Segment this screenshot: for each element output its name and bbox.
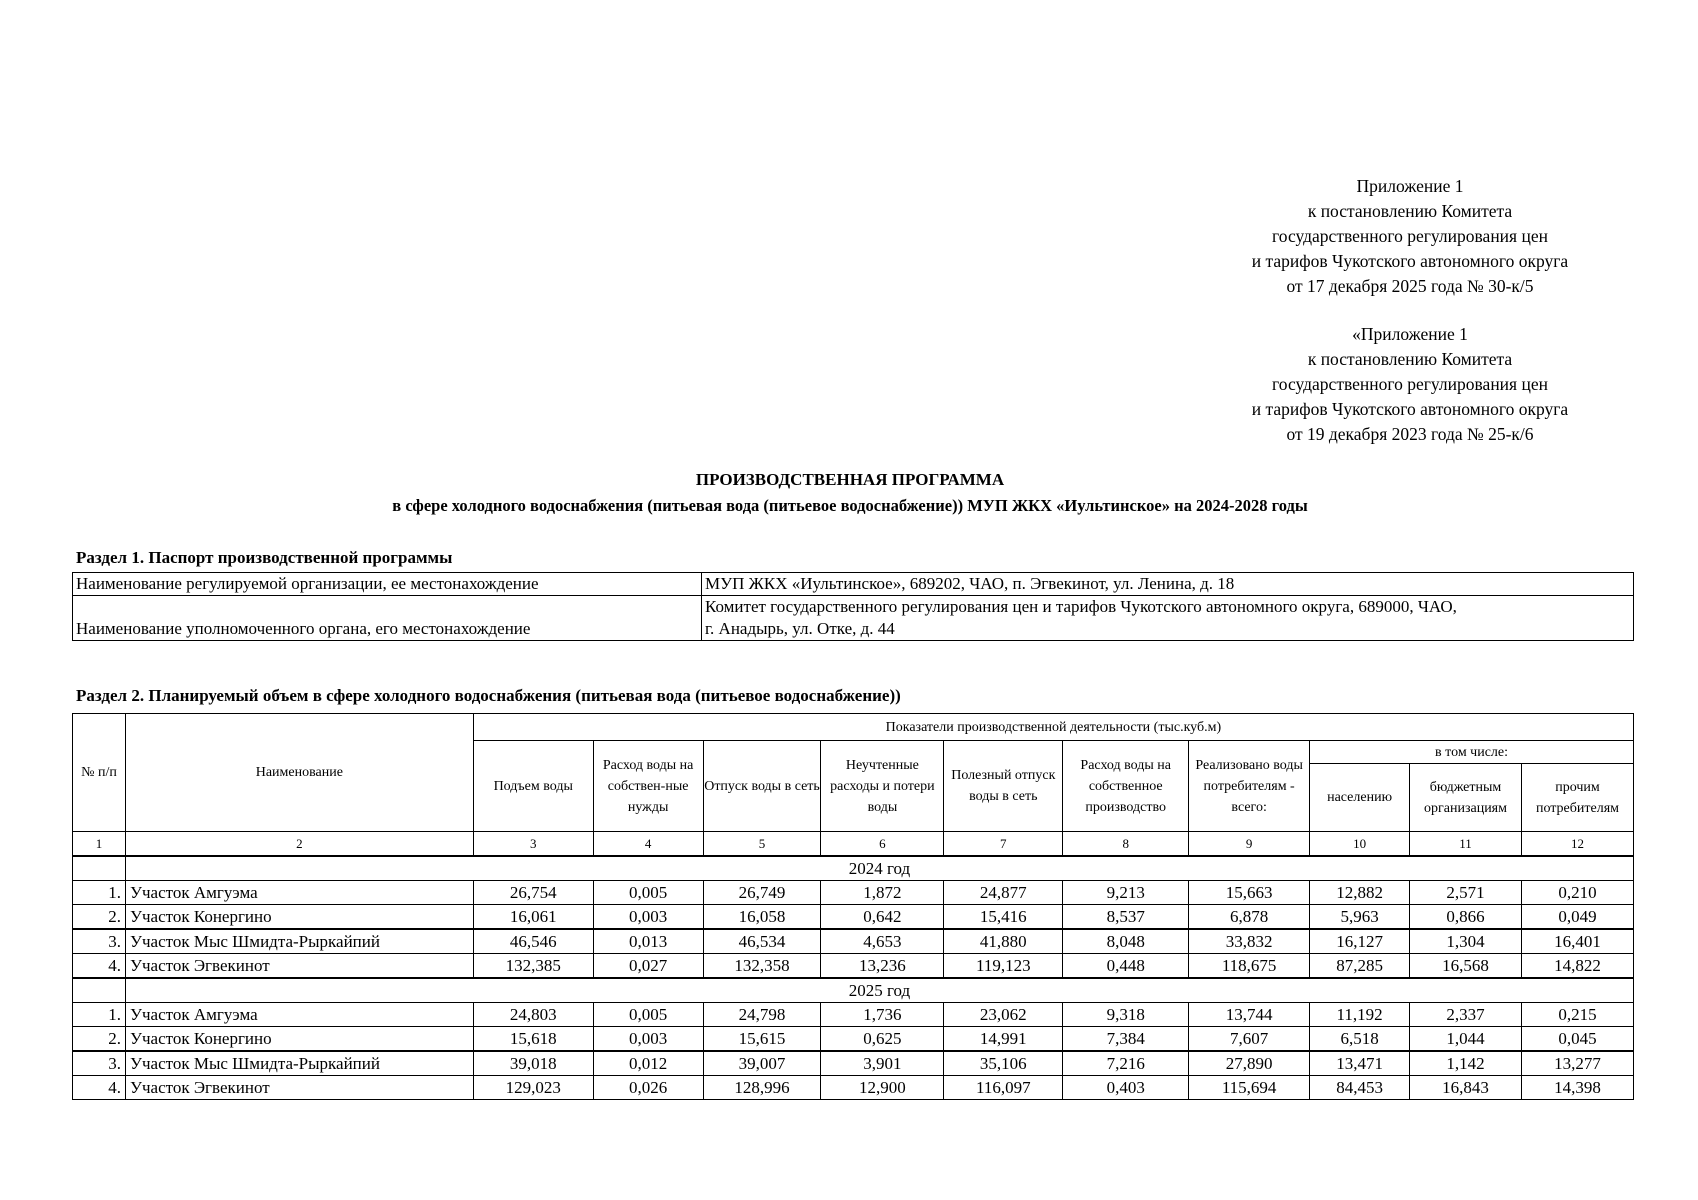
table-row [73, 1076, 1634, 1100]
col-header-num: № п/п [73, 714, 126, 832]
row-value: 0,026 [593, 1076, 703, 1100]
row-value: 13,744 [1189, 1003, 1310, 1027]
row-value: 2,337 [1410, 1003, 1522, 1027]
row-value: 46,534 [703, 929, 821, 954]
row-value: 14,822 [1521, 954, 1633, 979]
header-row [73, 714, 1634, 741]
appendix-line: Приложение 1 [1356, 176, 1464, 196]
passport-value-line: Комитет государственного регулирования цен и тарифов Чукотского автономного округа, 689000, ЧАО, [705, 597, 1457, 616]
row-value: 41,880 [944, 929, 1063, 954]
row-value: 14,991 [944, 1027, 1063, 1052]
row-name: Участок Эгвекинот [125, 954, 473, 979]
row-value: 8,048 [1063, 929, 1189, 954]
row-value: 119,123 [944, 954, 1063, 979]
row-value: 0,403 [1063, 1076, 1189, 1100]
row-value: 0,866 [1410, 905, 1522, 930]
passport-row [73, 596, 1634, 641]
row-value: 33,832 [1189, 929, 1310, 954]
year-row [73, 856, 1634, 881]
row-value: 0,003 [593, 1027, 703, 1052]
row-index: 2. [73, 905, 126, 930]
col-header: Реализовано воды потребителям - всего: [1189, 741, 1310, 832]
col-header: Неучтенные расходы и потери воды [821, 741, 944, 832]
column-number: 4 [593, 832, 703, 857]
row-value: 16,568 [1410, 954, 1522, 979]
row-value: 8,537 [1063, 905, 1189, 930]
document-subtitle: в сфере холодного водоснабжения (питьевая вода (питьевое водоснабжение)) МУП ЖКХ «Иультинское» на 2024-2028 годы [392, 496, 1308, 515]
col-header: населению [1310, 764, 1410, 832]
row-value: 118,675 [1189, 954, 1310, 979]
table-row [73, 1027, 1634, 1052]
table-row [73, 1003, 1634, 1027]
column-number: 8 [1063, 832, 1189, 857]
year-label: 2024 год [125, 856, 1633, 881]
row-value: 13,471 [1310, 1051, 1410, 1076]
row-value: 15,416 [944, 905, 1063, 930]
row-value: 24,877 [944, 881, 1063, 905]
year-row-blank [73, 978, 126, 1003]
row-value: 1,142 [1410, 1051, 1522, 1076]
row-value: 7,384 [1063, 1027, 1189, 1052]
passport-row [73, 573, 1634, 596]
row-value: 14,398 [1521, 1076, 1633, 1100]
row-value: 0,448 [1063, 954, 1189, 979]
column-number: 12 [1521, 832, 1633, 857]
row-value: 6,878 [1189, 905, 1310, 930]
row-value: 24,798 [703, 1003, 821, 1027]
row-name: Участок Эгвекинот [125, 1076, 473, 1100]
appendix-line: от 17 декабря 2025 года № 30-к/5 [1286, 276, 1534, 296]
passport-value [702, 596, 1634, 641]
row-value: 0,045 [1521, 1027, 1633, 1052]
row-value: 0,625 [821, 1027, 944, 1052]
row-value: 46,546 [473, 929, 593, 954]
row-value: 0,003 [593, 905, 703, 930]
col-header-name: Наименование [125, 714, 473, 832]
row-value: 35,106 [944, 1051, 1063, 1076]
row-value: 16,061 [473, 905, 593, 930]
row-index: 2. [73, 1027, 126, 1052]
col-header: бюджетным организациям [1410, 764, 1522, 832]
row-index: 4. [73, 1076, 126, 1100]
row-value: 0,012 [593, 1051, 703, 1076]
appendix-line: от 19 декабря 2023 года № 25-к/6 [1286, 424, 1534, 444]
section1-heading: Раздел 1. Паспорт производственной программы [76, 548, 453, 567]
row-name: Участок Мыс Шмидта-Рыркайпий [125, 1051, 473, 1076]
col-header: прочим потребителям [1521, 764, 1633, 832]
document-title: ПРОИЗВОДСТВЕННАЯ ПРОГРАММА [695, 470, 1005, 489]
col-header-subgroup: в том числе: [1310, 741, 1634, 764]
section2-heading: Раздел 2. Планируемый объем в сфере холодного водоснабжения (питьевая вода (питьевое водоснабжение)) [76, 686, 901, 705]
column-number: 6 [821, 832, 944, 857]
passport-value-line: МУП ЖКХ «Иультинское», 689202, ЧАО, п. Эгвекинот, ул. Ленина, д. 18 [705, 574, 1235, 593]
row-value: 15,615 [703, 1027, 821, 1052]
appendix-line: и тарифов Чукотского автономного округа [1251, 251, 1569, 271]
passport-value [702, 573, 1634, 596]
appendix-line: «Приложение 1 [1352, 324, 1468, 344]
col-header: Отпуск воды в сеть [703, 741, 821, 832]
row-value: 0,210 [1521, 881, 1633, 905]
passport-key: Наименование регулируемой организации, ее местонахождение [73, 573, 702, 596]
row-value: 26,749 [703, 881, 821, 905]
column-number-row [73, 832, 1634, 857]
table-row [73, 954, 1634, 979]
row-index: 1. [73, 881, 126, 905]
row-index: 4. [73, 954, 126, 979]
passport-table [72, 572, 1634, 641]
table-row [73, 881, 1634, 905]
column-number: 5 [703, 832, 821, 857]
row-value: 12,882 [1310, 881, 1410, 905]
appendix-line: к постановлению Комитета [1307, 201, 1513, 221]
row-value: 0,027 [593, 954, 703, 979]
row-value: 0,642 [821, 905, 944, 930]
row-value: 13,236 [821, 954, 944, 979]
row-index: 3. [73, 929, 126, 954]
row-value: 0,049 [1521, 905, 1633, 930]
row-value: 5,963 [1310, 905, 1410, 930]
row-value: 2,571 [1410, 881, 1522, 905]
appendix-line: государственного регулирования цен [1272, 226, 1548, 246]
row-value: 84,453 [1310, 1076, 1410, 1100]
year-label: 2025 год [125, 978, 1633, 1003]
row-value: 1,736 [821, 1003, 944, 1027]
row-value: 0,005 [593, 881, 703, 905]
table-row [73, 905, 1634, 930]
row-value: 4,653 [821, 929, 944, 954]
row-value: 11,192 [1310, 1003, 1410, 1027]
row-name: Участок Амгуэма [125, 881, 473, 905]
row-value: 1,044 [1410, 1027, 1522, 1052]
row-name: Участок Амгуэма [125, 1003, 473, 1027]
col-header: Полезный отпуск воды в сеть [944, 741, 1063, 832]
volume-table-body [73, 856, 1634, 1100]
year-row [73, 978, 1634, 1003]
column-number: 2 [125, 832, 473, 857]
column-number: 1 [73, 832, 126, 857]
row-value: 0,013 [593, 929, 703, 954]
row-name: Участок Конергино [125, 1027, 473, 1052]
row-name: Участок Мыс Шмидта-Рыркайпий [125, 929, 473, 954]
appendix-line: государственного регулирования цен [1272, 374, 1548, 394]
passport-key: Наименование уполномоченного органа, его местонахождение [73, 596, 702, 641]
row-value: 39,007 [703, 1051, 821, 1076]
row-value: 87,285 [1310, 954, 1410, 979]
row-value: 1,304 [1410, 929, 1522, 954]
volume-table [72, 713, 1634, 1100]
appendix-prior-block [1210, 322, 1610, 447]
row-value: 7,607 [1189, 1027, 1310, 1052]
row-value: 24,803 [473, 1003, 593, 1027]
column-number: 3 [473, 832, 593, 857]
col-header: Расход воды на собственное производство [1063, 741, 1189, 832]
table-row [73, 1051, 1634, 1076]
column-number: 11 [1410, 832, 1522, 857]
row-value: 16,401 [1521, 929, 1633, 954]
appendix-line: к постановлению Комитета [1307, 349, 1513, 369]
row-value: 116,097 [944, 1076, 1063, 1100]
row-name: Участок Конергино [125, 905, 473, 930]
row-value: 3,901 [821, 1051, 944, 1076]
row-value: 16,843 [1410, 1076, 1522, 1100]
col-header: Расход воды на собствен-ные нужды [593, 741, 703, 832]
appendix-line: и тарифов Чукотского автономного округа [1251, 399, 1569, 419]
row-value: 12,900 [821, 1076, 944, 1100]
row-value: 132,358 [703, 954, 821, 979]
row-value: 0,215 [1521, 1003, 1633, 1027]
row-index: 3. [73, 1051, 126, 1076]
row-value: 115,694 [1189, 1076, 1310, 1100]
row-value: 39,018 [473, 1051, 593, 1076]
row-value: 7,216 [1063, 1051, 1189, 1076]
row-value: 6,518 [1310, 1027, 1410, 1052]
row-value: 23,062 [944, 1003, 1063, 1027]
column-number: 9 [1189, 832, 1310, 857]
col-header: Подъем воды [473, 741, 593, 832]
row-value: 1,872 [821, 881, 944, 905]
col-header-group: Показатели производственной деятельности (тыс.куб.м) [473, 714, 1633, 741]
row-value: 129,023 [473, 1076, 593, 1100]
row-value: 15,663 [1189, 881, 1310, 905]
year-row-blank [73, 856, 126, 881]
appendix-current-block [1210, 174, 1610, 299]
row-value: 0,005 [593, 1003, 703, 1027]
row-value: 13,277 [1521, 1051, 1633, 1076]
row-value: 15,618 [473, 1027, 593, 1052]
table-row [73, 929, 1634, 954]
row-value: 16,127 [1310, 929, 1410, 954]
row-value: 16,058 [703, 905, 821, 930]
row-value: 27,890 [1189, 1051, 1310, 1076]
column-number: 10 [1310, 832, 1410, 857]
row-value: 132,385 [473, 954, 593, 979]
row-index: 1. [73, 1003, 126, 1027]
row-value: 9,318 [1063, 1003, 1189, 1027]
row-value: 26,754 [473, 881, 593, 905]
passport-value-line: г. Анадырь, ул. Отке, д. 44 [705, 619, 895, 638]
row-value: 9,213 [1063, 881, 1189, 905]
row-value: 128,996 [703, 1076, 821, 1100]
column-number: 7 [944, 832, 1063, 857]
